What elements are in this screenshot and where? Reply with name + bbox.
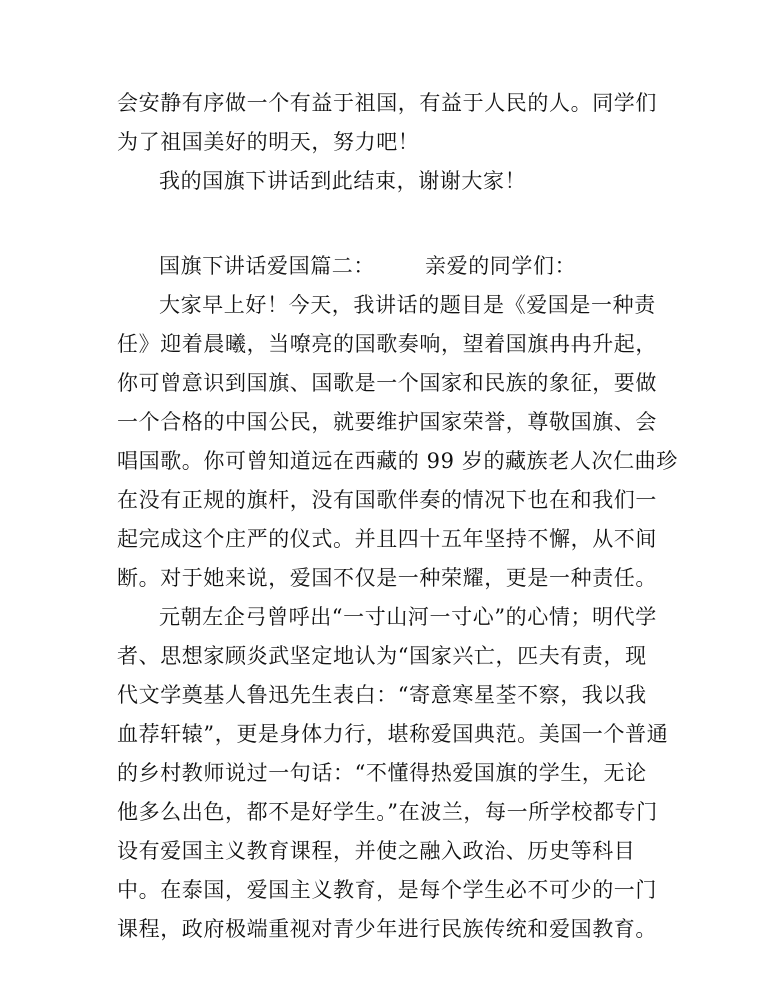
paragraph-line: 断。对于她来说，爱国不仅是一种荣耀，更是一种责任。 [117, 566, 657, 590]
paragraph-line: 任》迎着晨曦，当嘹亮的国歌奏响，望着国旗冉冉升起， [117, 332, 657, 356]
paragraph-line: 大家早上好！今天，我讲话的题目是《爱国是一种责 [159, 293, 656, 317]
paragraph-line: 会安静有序做一个有益于祖国，有益于人民的人。同学们 [117, 91, 657, 115]
salutation: 亲爱的同学们： [425, 254, 577, 278]
paragraph-line: 代文学奠基人鲁迅先生表白：“寄意寒星荃不察，我以我 [117, 683, 647, 707]
paragraph-line: 唱国歌。你可曾知道远在西藏的 99 岁的藏族老人次仁曲珍 [117, 449, 678, 473]
paragraph-line: 中。在泰国，爱国主义教育，是每个学生必不可少的一门 [117, 878, 657, 902]
paragraph-line: 在没有正规的旗杆，没有国歌伴奏的情况下也在和我们一 [117, 488, 657, 512]
paragraph-line: 你可曾意识到国旗、国歌是一个国家和民族的象征，要做 [117, 371, 657, 395]
paragraph-line: 起完成这个庄严的仪式。并且四十五年坚持不懈，从不间 [117, 527, 657, 551]
closing-line: 我的国旗下讲话到此结束，谢谢大家！ [159, 169, 527, 193]
section-heading: 国旗下讲话爱国篇二： [159, 254, 375, 278]
paragraph-line: 血荐轩辕”，更是身体力行，堪称爱国典范。美国一个普通 [117, 722, 669, 746]
paragraph-line: 他多么出色，都不是好学生。”在波兰，每一所学校都专门 [117, 800, 658, 824]
paragraph-line: 设有爱国主义教育课程，并使之融入政治、历史等科目 [117, 839, 636, 863]
paragraph-line: 一个合格的中国公民，就要维护国家荣誉，尊敬国旗、会 [117, 410, 657, 434]
paragraph-line: 元朝左企弓曾呼出“一寸山河一寸心”的心情；明代学 [159, 605, 657, 629]
section-heading-line [159, 254, 576, 278]
paragraph-line: 为了祖国美好的明天，努力吧！ [117, 130, 420, 154]
paragraph-line: 者、思想家顾炎武坚定地认为“国家兴亡，匹夫有责，现 [117, 644, 647, 668]
paragraph-line: 的乡村教师说过一句话：“不懂得热爱国旗的学生，无论 [117, 761, 647, 785]
paragraph-line: 课程，政府极端重视对青少年进行民族传统和爱国教育。 [117, 917, 657, 941]
